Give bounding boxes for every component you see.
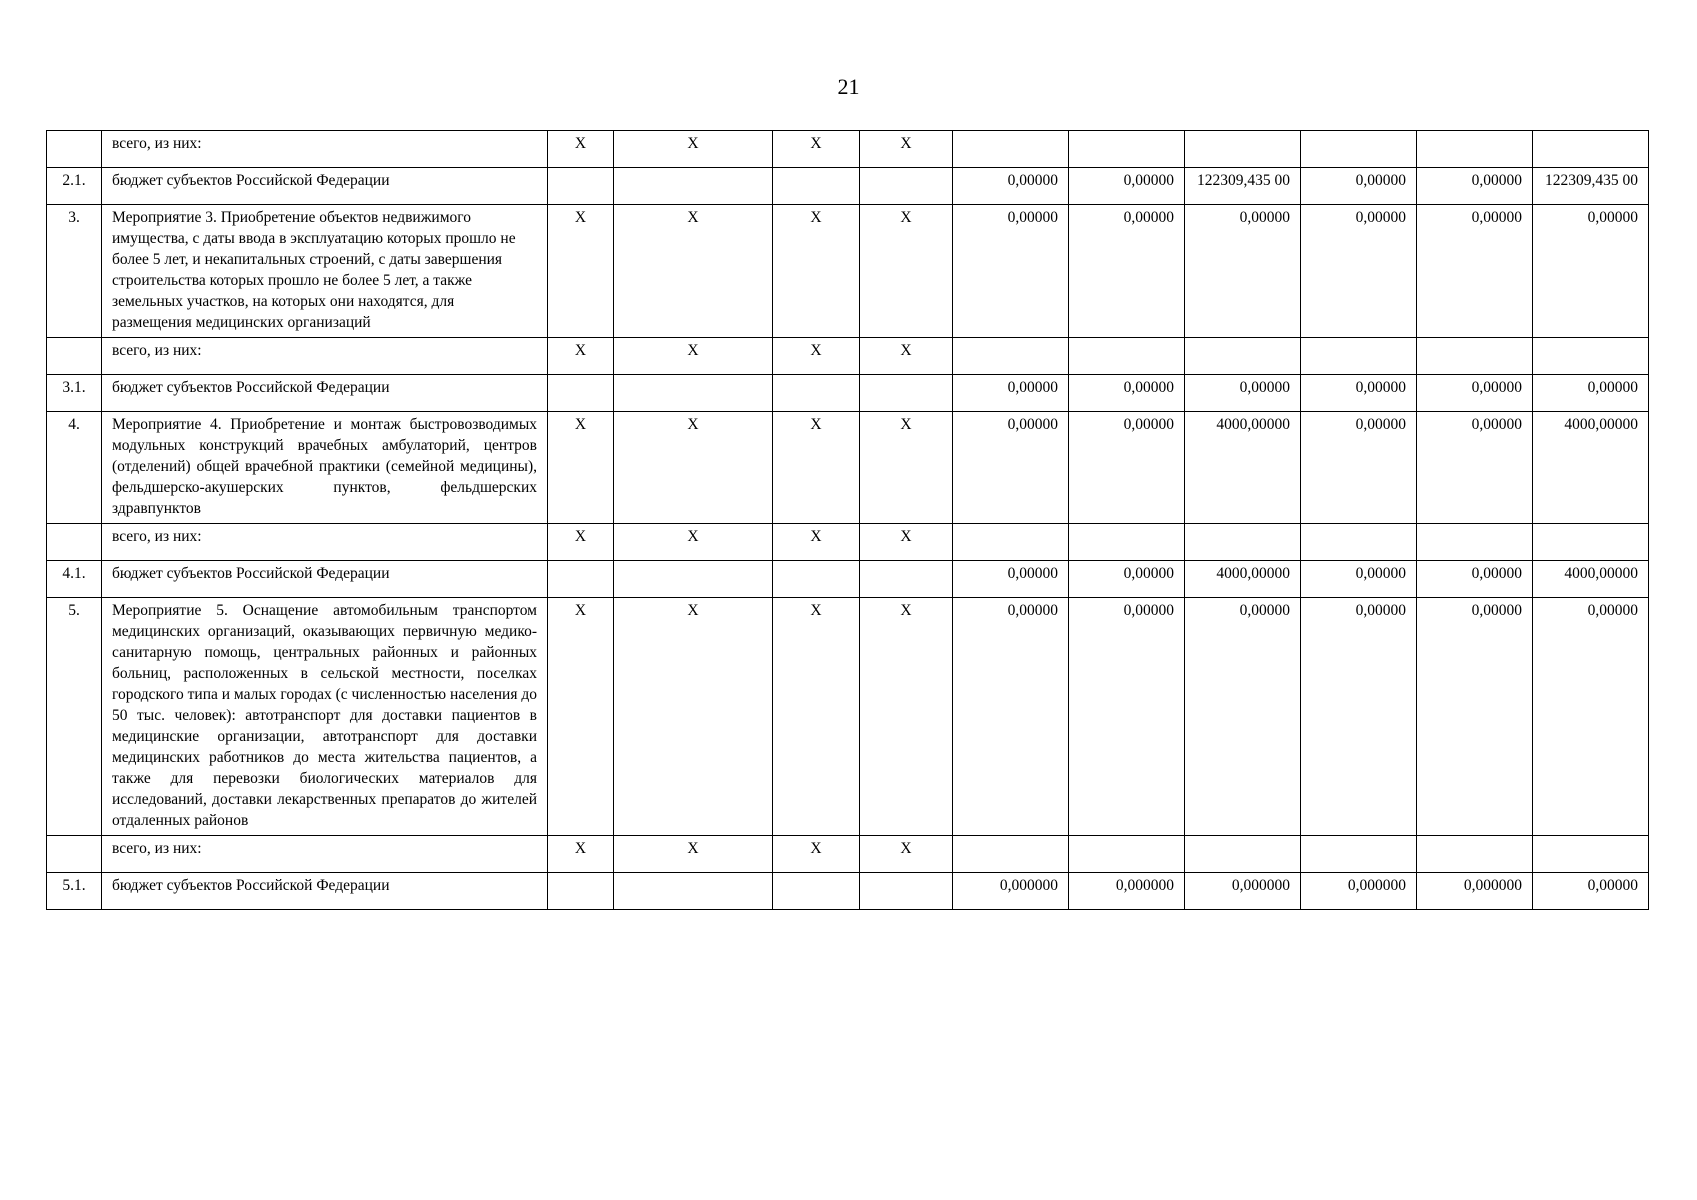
row-description: бюджет субъектов Российской Федерации — [102, 375, 548, 412]
row-description: бюджет субъектов Российской Федерации — [102, 168, 548, 205]
x-mark-cell: X — [548, 836, 614, 873]
value-cell: 4000,00000 — [1185, 412, 1301, 524]
table-row — [47, 338, 1649, 375]
table-body — [47, 131, 1649, 910]
x-mark-cell — [773, 561, 860, 598]
x-mark-cell: X — [548, 131, 614, 168]
value-cell: 0,00000 — [953, 561, 1069, 598]
x-mark-cell: X — [614, 524, 773, 561]
value-cell: 122309,435 00 — [1533, 168, 1649, 205]
value-cell: 0,000000 — [1185, 873, 1301, 910]
x-mark-cell — [773, 375, 860, 412]
value-cell: 0,00000 — [1533, 205, 1649, 338]
table-row — [47, 205, 1649, 338]
value-cell: 0,00000 — [1533, 375, 1649, 412]
x-mark-cell — [614, 168, 773, 205]
value-cell: 0,00000 — [1417, 168, 1533, 205]
x-mark-cell: X — [548, 598, 614, 836]
value-cell: 0,00000 — [1185, 598, 1301, 836]
value-cell: 0,000000 — [1069, 873, 1185, 910]
value-cell — [1185, 836, 1301, 873]
value-cell — [1069, 524, 1185, 561]
x-mark-cell: X — [860, 131, 953, 168]
table-row — [47, 561, 1649, 598]
row-number: 3.1. — [47, 375, 102, 412]
value-cell — [953, 524, 1069, 561]
x-mark-cell — [548, 375, 614, 412]
row-number — [47, 131, 102, 168]
row-number: 4. — [47, 412, 102, 524]
row-number — [47, 338, 102, 375]
value-cell: 0,00000 — [1533, 873, 1649, 910]
value-cell — [1417, 524, 1533, 561]
value-cell — [1417, 131, 1533, 168]
value-cell: 0,00000 — [1069, 205, 1185, 338]
x-mark-cell: X — [548, 412, 614, 524]
row-description: бюджет субъектов Российской Федерации — [102, 561, 548, 598]
x-mark-cell: X — [773, 338, 860, 375]
value-cell: 0,00000 — [1301, 375, 1417, 412]
row-description: всего, из них: — [102, 131, 548, 168]
table-row — [47, 412, 1649, 524]
value-cell: 0,00000 — [1069, 375, 1185, 412]
x-mark-cell — [548, 873, 614, 910]
table-row — [47, 598, 1649, 836]
value-cell — [1069, 338, 1185, 375]
value-cell: 0,00000 — [1069, 598, 1185, 836]
x-mark-cell: X — [614, 412, 773, 524]
x-mark-cell — [614, 375, 773, 412]
value-cell — [1301, 338, 1417, 375]
value-cell — [1301, 836, 1417, 873]
value-cell — [1185, 131, 1301, 168]
x-mark-cell: X — [614, 338, 773, 375]
table-row — [47, 168, 1649, 205]
x-mark-cell — [773, 873, 860, 910]
x-mark-cell: X — [860, 836, 953, 873]
x-mark-cell — [548, 168, 614, 205]
value-cell: 0,00000 — [953, 205, 1069, 338]
x-mark-cell: X — [860, 524, 953, 561]
row-description: Мероприятие 5. Оснащение автомобильным транспортом медицинских организаций, оказывающих первичную медико-санитарную помощь, центральных районных и районных больниц, расположенных в сельской местности, поселках городского типа и малых городах (с численностью населения до 50 тыс. человек): автотранспорт для доставки пациентов в медицинские организации, автотранспорт для доставки медицинских работников до места жительства пациентов, а также для перевозки биологических материалов для исследований, доставки лекарственных препаратов до жителей отдаленных районов — [102, 598, 548, 836]
value-cell: 0,00000 — [953, 375, 1069, 412]
value-cell — [953, 131, 1069, 168]
row-description: всего, из них: — [102, 524, 548, 561]
x-mark-cell: X — [614, 131, 773, 168]
x-mark-cell: X — [860, 412, 953, 524]
value-cell: 0,00000 — [1301, 561, 1417, 598]
row-number — [47, 524, 102, 561]
value-cell — [953, 836, 1069, 873]
value-cell — [1533, 836, 1649, 873]
value-cell: 0,00000 — [1301, 598, 1417, 836]
value-cell: 0,00000 — [1417, 375, 1533, 412]
value-cell — [1533, 131, 1649, 168]
value-cell: 0,00000 — [1301, 205, 1417, 338]
x-mark-cell: X — [614, 205, 773, 338]
x-mark-cell — [860, 561, 953, 598]
table-row — [47, 873, 1649, 910]
x-mark-cell: X — [614, 836, 773, 873]
row-number: 3. — [47, 205, 102, 338]
x-mark-cell: X — [860, 205, 953, 338]
x-mark-cell: X — [773, 131, 860, 168]
value-cell — [1069, 131, 1185, 168]
value-cell — [1185, 524, 1301, 561]
value-cell — [1069, 836, 1185, 873]
row-number: 5. — [47, 598, 102, 836]
value-cell: 0,00000 — [1069, 561, 1185, 598]
value-cell: 4000,00000 — [1533, 561, 1649, 598]
value-cell — [1185, 338, 1301, 375]
page-number: 21 — [837, 74, 860, 99]
row-description: всего, из них: — [102, 338, 548, 375]
x-mark-cell: X — [773, 205, 860, 338]
budget-table — [46, 130, 1649, 910]
table-row — [47, 131, 1649, 168]
row-description: Мероприятие 4. Приобретение и монтаж быстровозводимых модульных конструкций врачебных амбулаторий, центров (отделений) общей врачебной практики (семейной медицины), фельдшерско-акушерских пунктов, фельдшерских здравпунктов — [102, 412, 548, 524]
value-cell — [1301, 524, 1417, 561]
value-cell: 0,00000 — [953, 598, 1069, 836]
value-cell: 0,000000 — [1417, 873, 1533, 910]
value-cell: 0,00000 — [1417, 205, 1533, 338]
row-description: Мероприятие 3. Приобретение объектов недвижимого имущества, с даты ввода в эксплуатацию которых прошло не более 5 лет, и некапитальных строений, с даты завершения строительства которых прошло не более 5 лет, а также земельных участков, на которых они находятся, для размещения медицинских организаций — [102, 205, 548, 338]
value-cell: 0,00000 — [1301, 412, 1417, 524]
value-cell — [1301, 131, 1417, 168]
value-cell: 122309,435 00 — [1185, 168, 1301, 205]
value-cell: 0,000000 — [1301, 873, 1417, 910]
x-mark-cell: X — [773, 836, 860, 873]
value-cell: 0,000000 — [953, 873, 1069, 910]
x-mark-cell — [773, 168, 860, 205]
value-cell: 0,00000 — [1185, 375, 1301, 412]
x-mark-cell — [548, 561, 614, 598]
value-cell: 0,00000 — [1069, 412, 1185, 524]
x-mark-cell: X — [773, 412, 860, 524]
row-number — [47, 836, 102, 873]
value-cell — [1533, 338, 1649, 375]
value-cell: 0,00000 — [1417, 412, 1533, 524]
x-mark-cell — [614, 561, 773, 598]
row-number: 4.1. — [47, 561, 102, 598]
x-mark-cell: X — [548, 205, 614, 338]
table-row — [47, 524, 1649, 561]
value-cell: 0,00000 — [1533, 598, 1649, 836]
table-row — [47, 375, 1649, 412]
x-mark-cell: X — [773, 524, 860, 561]
value-cell — [1533, 524, 1649, 561]
value-cell: 0,00000 — [953, 412, 1069, 524]
row-number: 5.1. — [47, 873, 102, 910]
value-cell: 0,00000 — [953, 168, 1069, 205]
value-cell — [1417, 836, 1533, 873]
value-cell — [953, 338, 1069, 375]
x-mark-cell — [860, 375, 953, 412]
x-mark-cell — [860, 168, 953, 205]
row-number: 2.1. — [47, 168, 102, 205]
value-cell: 0,00000 — [1417, 561, 1533, 598]
value-cell — [1417, 338, 1533, 375]
value-cell: 0,00000 — [1417, 598, 1533, 836]
x-mark-cell: X — [548, 338, 614, 375]
value-cell: 4000,00000 — [1185, 561, 1301, 598]
x-mark-cell — [614, 873, 773, 910]
x-mark-cell: X — [860, 598, 953, 836]
x-mark-cell: X — [614, 598, 773, 836]
x-mark-cell: X — [548, 524, 614, 561]
row-description: всего, из них: — [102, 836, 548, 873]
value-cell: 4000,00000 — [1533, 412, 1649, 524]
x-mark-cell — [860, 873, 953, 910]
table-row — [47, 836, 1649, 873]
value-cell: 0,00000 — [1069, 168, 1185, 205]
x-mark-cell: X — [860, 338, 953, 375]
x-mark-cell: X — [773, 598, 860, 836]
row-description: бюджет субъектов Российской Федерации — [102, 873, 548, 910]
value-cell: 0,00000 — [1185, 205, 1301, 338]
value-cell: 0,00000 — [1301, 168, 1417, 205]
